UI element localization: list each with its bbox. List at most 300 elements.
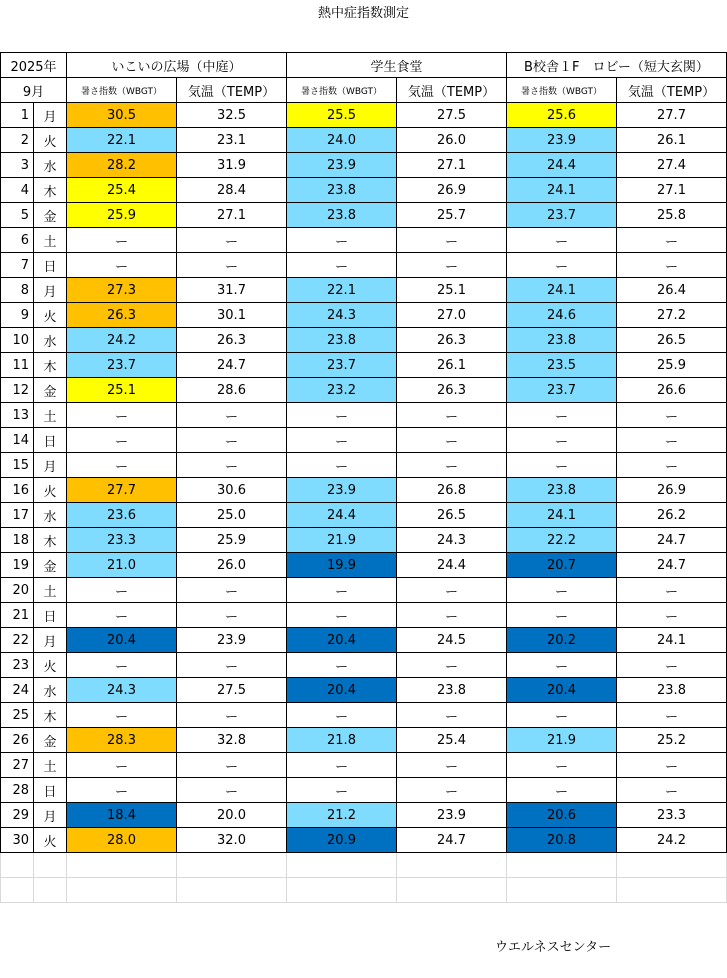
table-row [1, 403, 727, 428]
temp-header: 気温（TEMP） [177, 78, 287, 103]
wbgt-value: 21.0 [67, 553, 177, 578]
wbgt-value: 23.7 [507, 203, 617, 228]
temp-value: 26.6 [617, 378, 727, 403]
wbgt-value: ー [507, 428, 617, 453]
wbgt-value: 23.9 [507, 128, 617, 153]
blank-cell [507, 853, 617, 878]
temp-value: 26.4 [617, 278, 727, 303]
wbgt-header: 暑さ指数（WBGT） [287, 78, 397, 103]
temp-value: 24.3 [397, 528, 507, 553]
wbgt-value: 23.3 [67, 528, 177, 553]
table-row [1, 753, 727, 778]
wbgt-value: ー [67, 778, 177, 803]
page-title: 熱中症指数測定 [317, 6, 409, 21]
temp-value: 31.9 [177, 153, 287, 178]
temp-value: 27.7 [617, 103, 727, 128]
weekday: 日 [34, 778, 67, 803]
day-number: 26 [1, 728, 34, 753]
day-number: 17 [1, 503, 34, 528]
heat-index-table [0, 52, 727, 903]
table-row [1, 353, 727, 378]
wbgt-value: 20.7 [507, 553, 617, 578]
blank-cell [1, 878, 34, 903]
weekday: 木 [34, 353, 67, 378]
temp-value: ー [177, 703, 287, 728]
temp-value: ー [617, 403, 727, 428]
temp-value: 27.0 [397, 303, 507, 328]
blank-cell [67, 853, 177, 878]
wbgt-value: ー [67, 428, 177, 453]
wbgt-value: ー [287, 453, 397, 478]
weekday: 土 [34, 228, 67, 253]
day-number: 10 [1, 328, 34, 353]
wbgt-value: ー [507, 778, 617, 803]
table-row [1, 653, 727, 678]
table-row [1, 378, 727, 403]
weekday: 月 [34, 628, 67, 653]
location-plaza: いこいの広場（中庭） [67, 53, 287, 78]
wbgt-value: ー [507, 578, 617, 603]
weekday: 金 [34, 203, 67, 228]
wbgt-value: ー [287, 753, 397, 778]
wbgt-value: 21.9 [287, 528, 397, 553]
wbgt-value: 20.8 [507, 828, 617, 853]
temp-value: ー [617, 428, 727, 453]
temp-value: 24.4 [397, 553, 507, 578]
temp-value: 23.9 [177, 628, 287, 653]
table-row [1, 303, 727, 328]
weekday: 火 [34, 478, 67, 503]
wbgt-value: ー [67, 603, 177, 628]
blank-row [1, 878, 727, 903]
table-row [1, 603, 727, 628]
temp-value: 25.2 [617, 728, 727, 753]
day-number: 3 [1, 153, 34, 178]
weekday: 日 [34, 603, 67, 628]
wbgt-value: 23.8 [287, 178, 397, 203]
temp-value: 24.1 [617, 628, 727, 653]
day-number: 9 [1, 303, 34, 328]
table-row [1, 228, 727, 253]
weekday: 日 [34, 428, 67, 453]
wbgt-value: 28.0 [67, 828, 177, 853]
wbgt-value: 24.4 [507, 153, 617, 178]
temp-value: 23.8 [397, 678, 507, 703]
temp-value: 26.8 [397, 478, 507, 503]
wbgt-value: 23.7 [507, 378, 617, 403]
wbgt-value: 27.7 [67, 478, 177, 503]
table-row [1, 153, 727, 178]
weekday: 木 [34, 178, 67, 203]
weekday: 月 [34, 803, 67, 828]
wbgt-value: ー [287, 403, 397, 428]
wbgt-value: 23.9 [287, 478, 397, 503]
day-number: 22 [1, 628, 34, 653]
table-row [1, 728, 727, 753]
temp-value: ー [617, 653, 727, 678]
temp-value: 25.8 [617, 203, 727, 228]
temp-value: ー [177, 428, 287, 453]
wbgt-value: 21.8 [287, 728, 397, 753]
temp-value: 25.4 [397, 728, 507, 753]
table-row [1, 828, 727, 853]
table-row [1, 178, 727, 203]
wbgt-value: 20.9 [287, 828, 397, 853]
temp-value: ー [617, 753, 727, 778]
wbgt-value: ー [507, 228, 617, 253]
wbgt-value: 24.3 [67, 678, 177, 703]
table-row [1, 628, 727, 653]
day-number: 12 [1, 378, 34, 403]
wbgt-value: 18.4 [67, 803, 177, 828]
temp-value: ー [397, 603, 507, 628]
wbgt-value: 20.4 [67, 628, 177, 653]
day-number: 1 [1, 103, 34, 128]
day-number: 18 [1, 528, 34, 553]
weekday: 水 [34, 503, 67, 528]
temp-value: 25.7 [397, 203, 507, 228]
wbgt-value: 23.2 [287, 378, 397, 403]
wbgt-value: ー [287, 428, 397, 453]
temp-value: ー [397, 753, 507, 778]
wbgt-value: ー [507, 653, 617, 678]
day-number: 24 [1, 678, 34, 703]
temp-value: ー [397, 228, 507, 253]
wbgt-value: ー [67, 753, 177, 778]
temp-value: ー [397, 778, 507, 803]
day-number: 13 [1, 403, 34, 428]
footer-org: ウエルネスセンター [495, 940, 612, 955]
wbgt-value: 25.5 [287, 103, 397, 128]
wbgt-value: 25.9 [67, 203, 177, 228]
weekday: 水 [34, 153, 67, 178]
wbgt-value: 20.2 [507, 628, 617, 653]
temp-value: ー [397, 253, 507, 278]
table-row [1, 678, 727, 703]
weekday: 土 [34, 578, 67, 603]
temp-value: ー [617, 578, 727, 603]
temp-value: 20.0 [177, 803, 287, 828]
wbgt-value: ー [287, 228, 397, 253]
table-row [1, 278, 727, 303]
wbgt-value: ー [507, 703, 617, 728]
blank-cell [34, 853, 67, 878]
temp-value: 24.5 [397, 628, 507, 653]
wbgt-value: 20.4 [287, 628, 397, 653]
temp-value: ー [617, 703, 727, 728]
temp-value: ー [617, 778, 727, 803]
temp-value: 26.5 [617, 328, 727, 353]
blank-cell [34, 878, 67, 903]
weekday: 金 [34, 553, 67, 578]
weekday: 日 [34, 253, 67, 278]
weekday: 火 [34, 653, 67, 678]
blank-cell [507, 878, 617, 903]
table-row [1, 453, 727, 478]
wbgt-value: ー [507, 403, 617, 428]
temp-value: 26.0 [397, 128, 507, 153]
table-row [1, 578, 727, 603]
temp-value: 26.3 [397, 328, 507, 353]
wbgt-value: 23.8 [507, 328, 617, 353]
wbgt-value: 23.8 [287, 328, 397, 353]
day-number: 14 [1, 428, 34, 453]
temp-value: ー [617, 603, 727, 628]
wbgt-value: ー [507, 253, 617, 278]
temp-value: 26.9 [617, 478, 727, 503]
day-number: 27 [1, 753, 34, 778]
wbgt-value: 28.3 [67, 728, 177, 753]
spacer-row [0, 27, 727, 53]
temp-value: 27.1 [617, 178, 727, 203]
wbgt-value: 24.3 [287, 303, 397, 328]
temp-value: 26.3 [397, 378, 507, 403]
day-number: 19 [1, 553, 34, 578]
temp-value: 27.4 [617, 153, 727, 178]
weekday: 火 [34, 828, 67, 853]
temp-value: 24.7 [617, 528, 727, 553]
temp-value: 26.1 [617, 128, 727, 153]
weekday: 火 [34, 303, 67, 328]
temp-value: ー [177, 253, 287, 278]
wbgt-value: ー [507, 603, 617, 628]
wbgt-header: 暑さ指数（WBGT） [507, 78, 617, 103]
header-row-metrics [1, 78, 727, 103]
temp-value: ー [177, 453, 287, 478]
wbgt-value: 22.1 [287, 278, 397, 303]
table-row [1, 253, 727, 278]
day-number: 15 [1, 453, 34, 478]
wbgt-value: 19.9 [287, 553, 397, 578]
blank-cell [397, 853, 507, 878]
wbgt-value: ー [67, 703, 177, 728]
table-row [1, 328, 727, 353]
weekday: 月 [34, 453, 67, 478]
wbgt-value: 24.1 [507, 178, 617, 203]
wbgt-value: ー [67, 653, 177, 678]
temp-value: 26.3 [177, 328, 287, 353]
wbgt-value: 23.7 [67, 353, 177, 378]
temp-value: ー [617, 453, 727, 478]
day-number: 30 [1, 828, 34, 853]
temp-value: ー [177, 753, 287, 778]
wbgt-value: ー [287, 578, 397, 603]
wbgt-value: 20.4 [507, 678, 617, 703]
table-row [1, 778, 727, 803]
day-number: 21 [1, 603, 34, 628]
blank-cell [287, 878, 397, 903]
wbgt-value: 30.5 [67, 103, 177, 128]
wbgt-value: 28.2 [67, 153, 177, 178]
temp-value: ー [177, 403, 287, 428]
blank-cell [177, 878, 287, 903]
temp-value: 26.2 [617, 503, 727, 528]
temp-value: 27.5 [177, 678, 287, 703]
wbgt-value: ー [287, 778, 397, 803]
temp-value: 25.1 [397, 278, 507, 303]
wbgt-value: 24.1 [507, 278, 617, 303]
day-number: 16 [1, 478, 34, 503]
temp-value: 28.6 [177, 378, 287, 403]
day-number: 6 [1, 228, 34, 253]
wbgt-value: ー [67, 453, 177, 478]
wbgt-value: ー [287, 603, 397, 628]
wbgt-value: 24.6 [507, 303, 617, 328]
day-number: 8 [1, 278, 34, 303]
wbgt-value: 23.8 [507, 478, 617, 503]
temp-value: 30.6 [177, 478, 287, 503]
temp-value: ー [617, 253, 727, 278]
weekday: 月 [34, 103, 67, 128]
table-row [1, 478, 727, 503]
temp-value: 25.9 [617, 353, 727, 378]
day-number: 7 [1, 253, 34, 278]
temp-value: 24.7 [617, 553, 727, 578]
wbgt-value: 23.8 [287, 203, 397, 228]
blank-cell [177, 853, 287, 878]
temp-value: ー [397, 703, 507, 728]
temp-value: 25.9 [177, 528, 287, 553]
temp-value: ー [617, 228, 727, 253]
temp-value: 26.5 [397, 503, 507, 528]
temp-value: ー [177, 778, 287, 803]
temp-value: ー [397, 403, 507, 428]
temp-header: 気温（TEMP） [617, 78, 727, 103]
wbgt-value: 24.2 [67, 328, 177, 353]
temp-value: ー [397, 578, 507, 603]
month-label: 9月 [1, 78, 67, 103]
wbgt-value: 24.4 [287, 503, 397, 528]
table-row [1, 703, 727, 728]
wbgt-value: 22.1 [67, 128, 177, 153]
wbgt-value: 20.6 [507, 803, 617, 828]
temp-value: 23.9 [397, 803, 507, 828]
weekday: 水 [34, 678, 67, 703]
blank-cell [617, 853, 727, 878]
wbgt-value: 23.6 [67, 503, 177, 528]
wbgt-value: ー [287, 653, 397, 678]
year-label: 2025年 [1, 53, 67, 78]
temp-value: 24.7 [177, 353, 287, 378]
weekday: 土 [34, 753, 67, 778]
temp-value: ー [397, 653, 507, 678]
temp-value: 30.1 [177, 303, 287, 328]
wbgt-value: ー [507, 453, 617, 478]
table-row [1, 553, 727, 578]
wbgt-value: 23.7 [287, 353, 397, 378]
weekday: 火 [34, 128, 67, 153]
blank-row [1, 853, 727, 878]
temp-value: ー [177, 578, 287, 603]
temp-header: 気温（TEMP） [397, 78, 507, 103]
blank-cell [287, 853, 397, 878]
temp-value: ー [177, 603, 287, 628]
temp-value: 24.7 [397, 828, 507, 853]
temp-value: 32.8 [177, 728, 287, 753]
wbgt-value: ー [287, 253, 397, 278]
table-row [1, 803, 727, 828]
wbgt-value: ー [67, 403, 177, 428]
temp-value: 27.1 [177, 203, 287, 228]
temp-value: 26.1 [397, 353, 507, 378]
wbgt-value: 21.9 [507, 728, 617, 753]
temp-value: 26.0 [177, 553, 287, 578]
blank-cell [67, 878, 177, 903]
wbgt-value: ー [67, 253, 177, 278]
wbgt-value: ー [507, 753, 617, 778]
table-row [1, 203, 727, 228]
temp-value: ー [397, 453, 507, 478]
weekday: 金 [34, 728, 67, 753]
weekday: 土 [34, 403, 67, 428]
temp-value: 31.7 [177, 278, 287, 303]
wbgt-value: 23.9 [287, 153, 397, 178]
table-row [1, 503, 727, 528]
wbgt-value: 25.4 [67, 178, 177, 203]
day-number: 20 [1, 578, 34, 603]
temp-value: 23.1 [177, 128, 287, 153]
location-b-lobby: B校舎１F ロビー（短大玄関） [507, 53, 727, 78]
table-row [1, 428, 727, 453]
wbgt-value: 24.0 [287, 128, 397, 153]
temp-value: 27.5 [397, 103, 507, 128]
temp-value: 23.8 [617, 678, 727, 703]
wbgt-value: ー [67, 228, 177, 253]
day-number: 11 [1, 353, 34, 378]
temp-value: ー [177, 228, 287, 253]
table-row [1, 128, 727, 153]
wbgt-value: 24.1 [507, 503, 617, 528]
wbgt-value: 20.4 [287, 678, 397, 703]
blank-cell [1, 853, 34, 878]
day-number: 2 [1, 128, 34, 153]
wbgt-value: 25.6 [507, 103, 617, 128]
wbgt-value: ー [287, 703, 397, 728]
temp-value: 23.3 [617, 803, 727, 828]
temp-value: 32.0 [177, 828, 287, 853]
weekday: 月 [34, 278, 67, 303]
wbgt-value: 21.2 [287, 803, 397, 828]
temp-value: 32.5 [177, 103, 287, 128]
table-row [1, 528, 727, 553]
wbgt-value: 22.2 [507, 528, 617, 553]
blank-cell [617, 878, 727, 903]
day-number: 25 [1, 703, 34, 728]
temp-value: ー [177, 653, 287, 678]
wbgt-value: ー [67, 578, 177, 603]
wbgt-value: 27.3 [67, 278, 177, 303]
temp-value: ー [397, 428, 507, 453]
weekday: 金 [34, 378, 67, 403]
day-number: 29 [1, 803, 34, 828]
temp-value: 27.1 [397, 153, 507, 178]
day-number: 4 [1, 178, 34, 203]
temp-value: 28.4 [177, 178, 287, 203]
header-row-locations [1, 53, 727, 78]
weekday: 木 [34, 528, 67, 553]
day-number: 23 [1, 653, 34, 678]
location-cafeteria: 学生食堂 [287, 53, 507, 78]
wbgt-value: 26.3 [67, 303, 177, 328]
temp-value: 24.2 [617, 828, 727, 853]
wbgt-value: 23.5 [507, 353, 617, 378]
day-number: 28 [1, 778, 34, 803]
temp-value: 27.2 [617, 303, 727, 328]
temp-value: 25.0 [177, 503, 287, 528]
weekday: 木 [34, 703, 67, 728]
wbgt-value: 25.1 [67, 378, 177, 403]
table-row [1, 103, 727, 128]
